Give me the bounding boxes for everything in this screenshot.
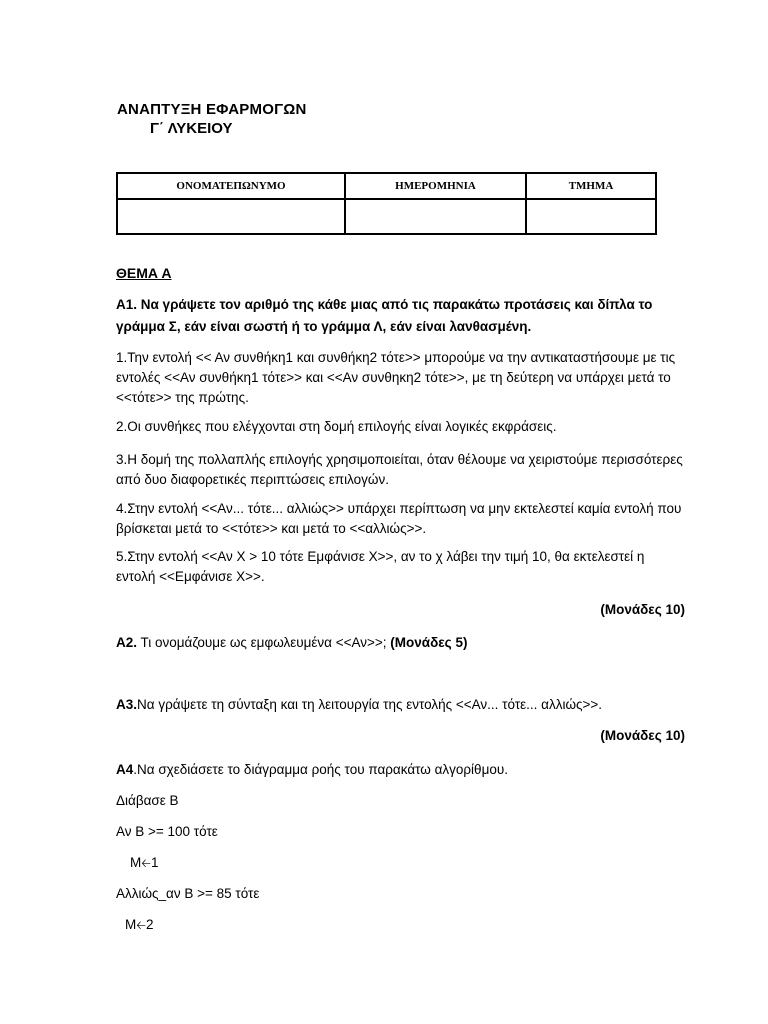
a3-question — [116, 695, 686, 715]
algorithm-line-read: Διάβασε Β — [116, 793, 179, 808]
a3-marks: (Μονάδες 10) — [600, 728, 685, 743]
a1-item-1: 1.Την εντολή << Αν συνθήκη1 και συνθήκη2 τότε>> μπορούμε να την αντικαταστήσουμε με τις εντολές <<Αν συνθήκη1 τότε>> και <<Αν συνθηκη2 τότε>>, με τη δεύτερη να υπάρχει μετά το <<τότε>> της πρώτης. — [116, 350, 676, 405]
algorithm-line-assign-1 — [130, 853, 700, 873]
a4-label: Α4 — [116, 762, 134, 777]
table-row — [117, 199, 656, 234]
a4-text: .Να σχεδιάσετε το διάγραμμα ροής του παρακάτω αλγορίθμου. — [133, 762, 508, 777]
a2-text: Τι ονομάζουμε ως εμφωλευμένα <<Αν>>; — [137, 635, 391, 650]
left-arrow-icon: 🡠 — [136, 918, 146, 932]
a1-marks: (Μονάδες 10) — [600, 602, 685, 617]
a4-question — [116, 760, 686, 780]
a3-label: Α3. — [116, 697, 138, 712]
name-cell[interactable] — [117, 199, 345, 234]
a2-question — [116, 633, 686, 653]
a2-marks: (Μονάδες 5) — [390, 635, 468, 650]
left-arrow-icon: 🡠 — [141, 856, 151, 870]
a1-item-5: 5.Στην εντολή <<Αν Χ > 10 τότε Εμφάνισε Χ>>, αν το χ λάβει την τιμή 10, θα εκτελεστεί η εντολή <<Εμφάνισε Χ>>. — [116, 549, 645, 584]
variable-m: Μ — [130, 855, 142, 870]
a1-item-2: 2.Οι συνθήκες που ελέγχονται στη δομή επιλογής είναι λογικές εκφράσεις. — [116, 419, 557, 434]
table-header-row — [117, 173, 656, 199]
algorithm-line-assign-2 — [125, 915, 695, 935]
section-title: ΘΕΜΑ Α — [116, 265, 172, 281]
variable-m: Μ — [125, 917, 137, 932]
algorithm-line-if: Αν Β >= 100 τότε — [116, 824, 218, 839]
a1-prompt: Α1. Να γράψετε τον αριθμό της κάθε μιας από τις παρακάτω προτάσεις και δίπλα το γράμμα Σ, εάν είναι σωστή ή το γράμμα Λ, εάν είναι λανθασμένη. — [116, 297, 653, 334]
column-class-header: ΤΜΗΜΑ — [526, 173, 656, 199]
column-date-header: ΗΜΕΡΟΜΗΝΙΑ — [345, 173, 526, 199]
student-info-table — [116, 172, 657, 235]
a1-item-3: 3.Η δομή της πολλαπλής επιλογής χρησιμοποιείται, όταν θέλουμε να χειριστούμε περισσότερες από δυο διαφορετικές περιπτώσεις επιλογών. — [116, 452, 683, 487]
assign-value-2: 2 — [145, 917, 154, 932]
a2-label: Α2. — [116, 635, 138, 650]
column-name-header: ΟΝΟΜΑΤΕΠΩΝΥΜΟ — [117, 173, 345, 199]
course-title: ΑΝΑΠΤΥΞΗ ΕΦΑΡΜΟΓΩΝ — [117, 101, 307, 118]
class-title: Γ΄ ΛΥΚΕΙΟΥ — [150, 120, 233, 137]
assign-value-1: 1 — [150, 855, 159, 870]
a1-item-4: 4.Στην εντολή <<Αν... τότε... αλλιώς>> υπάρχει περίπτωση να μην εκτελεστεί καμία εντολή που βρίσκεται μετά το <<τότε>> και μετά το <<αλλιώς>>. — [116, 501, 682, 536]
class-cell[interactable] — [526, 199, 656, 234]
algorithm-line-elseif: Αλλιώς_αν Β >= 85 τότε — [116, 886, 260, 901]
a3-text: Να γράψετε τη σύνταξη και τη λειτουργία της εντολής <<Αν... τότε... αλλιώς>>. — [137, 697, 603, 712]
date-cell[interactable] — [345, 199, 526, 234]
